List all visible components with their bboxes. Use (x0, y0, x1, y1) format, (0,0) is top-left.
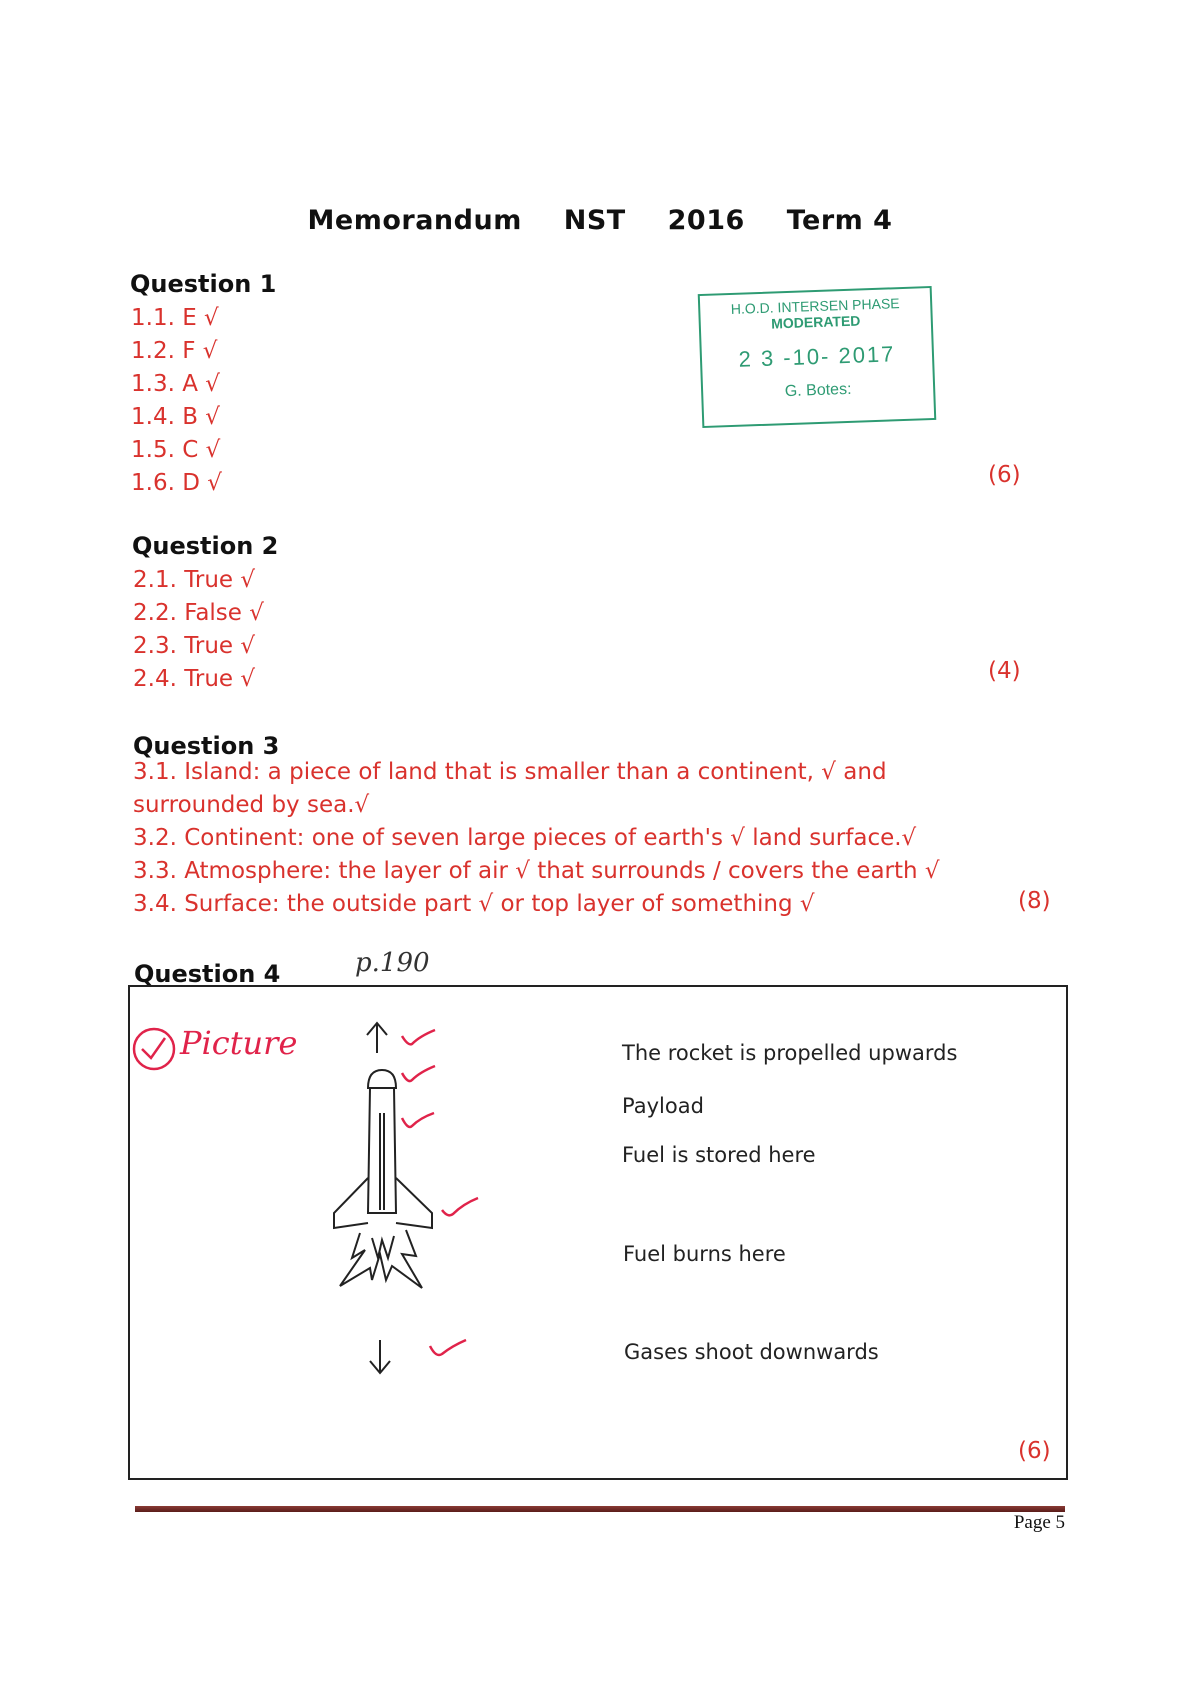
question-1-answers (131, 302, 222, 500)
page-number: Page 5 (1013, 1512, 1065, 1533)
page-title (0, 205, 1200, 236)
question-2-heading: Question 2 (132, 532, 279, 560)
question-2-answers (133, 564, 264, 696)
title-year: 2016 (667, 205, 745, 236)
question-3-marks: (8) (1018, 888, 1051, 914)
label-gases-downwards: Gases shoot downwards (624, 1340, 879, 1364)
stamp-date: 2 3 -10- 2017 (738, 341, 896, 372)
stamp-status: MODERATED (770, 312, 861, 332)
title-subject: NST (563, 205, 626, 236)
question-4-marks: (6) (1018, 1438, 1051, 1464)
answer-item: 2.4. True √ (133, 666, 256, 692)
answer-item: 3.2. Continent: one of seven large pieces of earth's √ land surface.√ (133, 825, 917, 851)
question-3-answers (133, 756, 940, 921)
answer-item: 3.3. Atmosphere: the layer of air √ that surrounds / covers the earth √ (133, 858, 940, 884)
answer-item: 1.6. D √ (131, 470, 222, 496)
stamp-department: H.O.D. INTERSEN PHASE (730, 295, 900, 317)
title-term: Term 4 (786, 205, 893, 236)
question-1-heading: Question 1 (130, 270, 277, 298)
label-fuel-burns: Fuel burns here (623, 1242, 786, 1266)
question-4-heading: Question 4 (134, 960, 281, 988)
answer-item: 3.1. Island: a piece of land that is smaller than a continent, √ and (133, 759, 887, 785)
title-memorandum: Memorandum (307, 205, 522, 236)
answer-item: 3.4. Surface: the outside part √ or top layer of something √ (133, 891, 815, 917)
answer-item: 1.5. C √ (131, 437, 221, 463)
picture-note: Picture (180, 1024, 298, 1062)
answer-item: 1.1. E √ (131, 305, 219, 331)
answer-item: 2.3. True √ (133, 633, 256, 659)
stamp-name: G. Botes: (784, 380, 852, 401)
answer-item: 2.2. False √ (133, 600, 264, 626)
answer-item: 1.3. A √ (131, 371, 220, 397)
moderated-stamp (698, 286, 937, 428)
circled-check-icon (130, 1024, 180, 1074)
answer-item: 1.4. B √ (131, 404, 220, 430)
label-propelled-upwards: The rocket is propelled upwards (622, 1041, 958, 1065)
page-reference: p.190 (355, 948, 430, 978)
answer-item: 1.2. F √ (131, 338, 218, 364)
label-fuel-stored: Fuel is stored here (622, 1143, 816, 1167)
question-1-marks: (6) (988, 462, 1021, 488)
question-2-marks: (4) (988, 658, 1021, 684)
footer-divider (135, 1506, 1065, 1512)
rocket-drawing (320, 1018, 520, 1388)
label-payload: Payload (622, 1094, 704, 1118)
answer-item: 2.1. True √ (133, 567, 256, 593)
answer-item: surrounded by sea.√ (133, 792, 370, 818)
question-3-heading: Question 3 (133, 732, 280, 760)
